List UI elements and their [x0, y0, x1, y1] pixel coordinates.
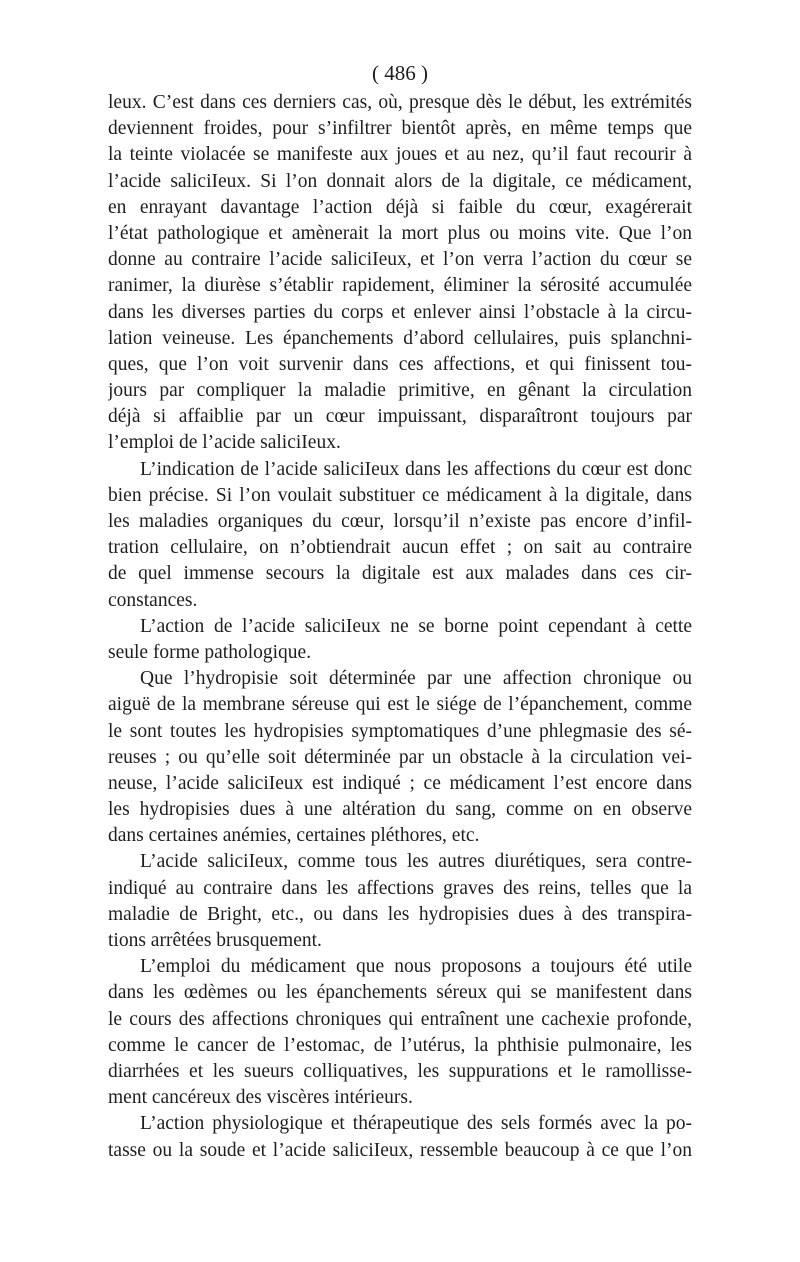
- text-line: l’état pathologique et amènerait la mort plus ou moins vite. Que l’on: [108, 222, 692, 244]
- text-line: tions arrêtées brusquement.: [108, 930, 322, 951]
- text-line: la teinte violacée se manifeste aux joues et au nez, qu’il faut recourir à: [108, 144, 692, 166]
- text-line: en enrayant davantage l’action déjà si faible du cœur, exagérerait: [108, 196, 692, 218]
- text-line: ques, que l’on voit survenir dans ces affections, et qui finissent tou-: [108, 353, 692, 375]
- text-line: diarrhées et les sueurs colliquatives, les suppurations et le ramollisse-: [108, 1060, 692, 1082]
- text-line: l’emploi de l’acide saliciIeux.: [108, 432, 341, 454]
- body-text: [108, 90, 692, 1164]
- text-line: le sont toutes les hydropisies symptomatiques d’une phlegmasie des sé-: [108, 720, 692, 742]
- text-line: seule forme pathologique.: [108, 641, 312, 663]
- text-line: les maladies organiques du cœur, lorsqu’il n’existe pas encore d’infil-: [108, 511, 692, 532]
- text-line: L’acide saliciIeux, comme tous les autres diurétiques, sera contre-: [140, 851, 692, 873]
- text-line: dans les œdèmes ou les épanchements séreux qui se manifestent dans: [108, 982, 692, 1004]
- text-line: déjà si affaiblie par un cœur impuissant, disparaîtront toujours par: [108, 406, 692, 428]
- page-number: ( 486 ): [372, 61, 428, 85]
- text-line: L’emploi du médicament que nous proposons a toujours été utile: [140, 956, 692, 978]
- text-line: le cours des affections chroniques qui entraînent une cachexie profonde,: [108, 1008, 692, 1030]
- text-line: constances.: [108, 589, 198, 611]
- text-line: indiqué au contraire dans les affections graves des reins, telles que la: [108, 877, 692, 899]
- text-line: donne au contraire l’acide saliciIeux, et l’on verra l’action du cœur se: [108, 249, 692, 271]
- text-line: de quel immense secours la digitale est aux malades dans ces cir-: [108, 563, 692, 585]
- text-line: aiguë de la membrane séreuse qui est le siége de l’épanchement, comme: [108, 694, 692, 716]
- text-line: neuse, l’acide saliciIeux est indiqué ; ce médicament l’est encore dans: [108, 772, 692, 794]
- text-line: dans les diverses parties du corps et enlever ainsi l’obstacle à la circu-: [108, 301, 692, 323]
- text-line: tasse ou la soude et l’acide saliciIeux, ressemble beaucoup à ce que l’on: [108, 1139, 692, 1161]
- text-line: tration cellulaire, on n’obtiendrait aucun effet ; on sait au contraire: [108, 537, 692, 559]
- text-line: ranimer, la diurèse s’établir rapidement, éliminer la sérosité accumulée: [108, 275, 692, 297]
- text-line: ment cancéreux des viscères intérieurs.: [108, 1087, 413, 1109]
- text-line: maladie de Bright, etc., ou dans les hydropisies dues à des transpira-: [108, 903, 692, 925]
- text-line: leux. C’est dans ces derniers cas, où, presque dès le début, les extrémités: [108, 92, 692, 113]
- text-line: jours par compliquer la maladie primitive, en gênant la circulation: [108, 380, 692, 402]
- text-line: Que l’hydropisie soit déterminée par une affection chronique ou: [140, 668, 692, 690]
- text-line: reuses ; ou qu’elle soit déterminée par un obstacle à la circulation vei-: [108, 746, 692, 768]
- text-line: l’acide saliciIeux. Si l’on donnait alors de la digitale, ce médicament,: [108, 170, 692, 192]
- text-line: L’indication de l’acide saliciIeux dans les affections du cœur est donc: [140, 458, 692, 480]
- text-line: les hydropisies dues à une altération du sang, comme on en observe: [108, 799, 692, 821]
- text-line: bien précise. Si l’on voulait substituer ce médicament à la digitale, dans: [108, 484, 692, 506]
- text-line: L’action physiologique et thérapeutique des sels formés avec la po-: [140, 1113, 692, 1135]
- text-line: deviennent froides, pour s’infiltrer bientôt après, en même temps que: [108, 118, 692, 140]
- text-line: lation veineuse. Les épanchements d’abord cellulaires, puis splanchni-: [108, 327, 692, 349]
- book-page: [108, 56, 692, 1164]
- text-line: L’action de l’acide saliciIeux ne se borne point cependant à cette: [140, 615, 692, 637]
- text-line: dans certaines anémies, certaines pléthores, etc.: [108, 825, 480, 847]
- text-line: comme le cancer de l’estomac, de l’utérus, la phthisie pulmonaire, les: [108, 1034, 692, 1056]
